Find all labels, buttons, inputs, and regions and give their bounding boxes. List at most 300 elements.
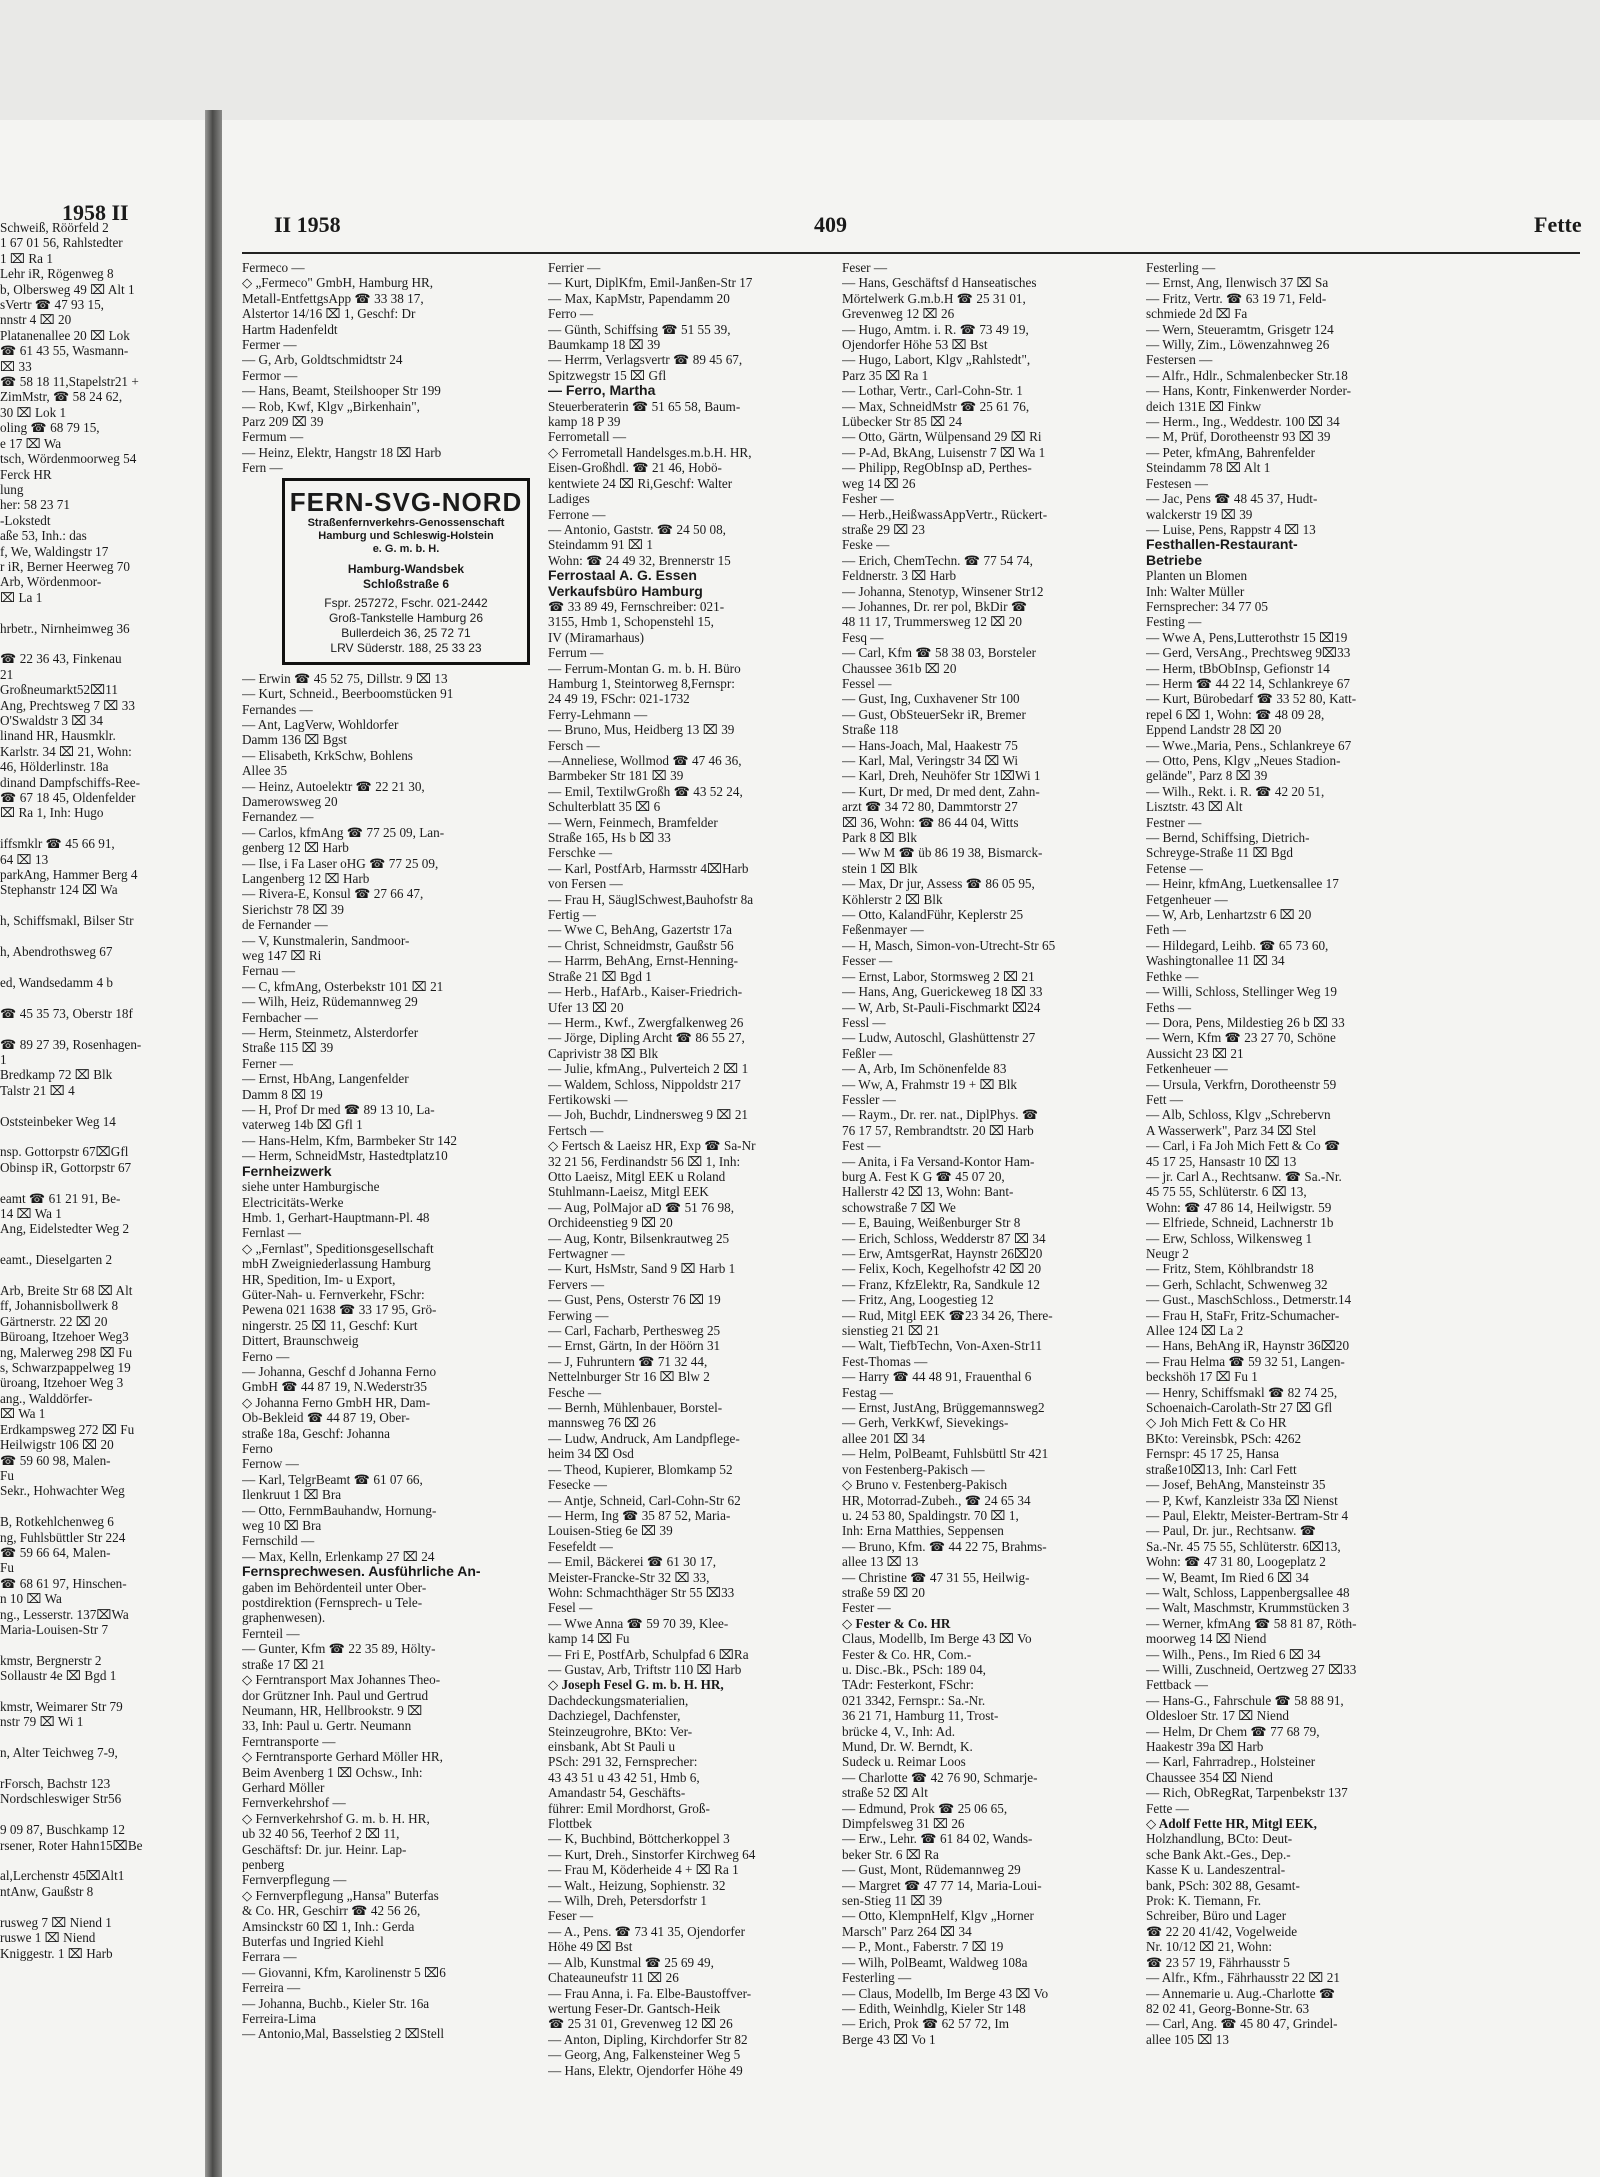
- directory-entry-line: GmbH ☎ 44 87 19, N.Wederstr35: [242, 1379, 427, 1395]
- directory-entry-line: ed, Wandsedamm 4 b: [0, 974, 113, 990]
- directory-entry-line: Ferrier —: [548, 260, 601, 275]
- directory-entry-line: Fettback —: [1146, 1677, 1208, 1693]
- directory-entry-line: 45 17 25, Hansastr 10 ⌧ 13: [1146, 1153, 1297, 1169]
- directory-entry-line: — Josef, BehAng, Mansteinstr 35: [1146, 1477, 1326, 1493]
- directory-entry-line: Fesq —: [842, 629, 884, 645]
- directory-entry-line: — A., Pens. ☎ 73 41 35, Ojendorfer: [548, 1923, 746, 1939]
- book-gutter: [205, 110, 222, 2177]
- directory-entry-line: Berge 43 ⌧ Vo 1: [842, 2031, 936, 2047]
- directory-entry-line: — Karl, Mal, Veringstr 34 ⌧ Wi: [842, 753, 1019, 768]
- directory-entry-line: Fernteil —: [242, 1625, 300, 1641]
- directory-entry-line: — Gerh, VerkKwf, Sievekings-: [842, 1415, 1009, 1431]
- directory-entry-line: schowstraße 7 ⌧ We: [842, 1199, 956, 1215]
- directory-entry-line: Damerowsweg 20: [242, 793, 338, 809]
- directory-entry-line: ruswe 1 ⌧ Niend: [0, 1930, 96, 1946]
- directory-entry-line: — Günth, Schiffsing ☎ 51 55 39,: [548, 321, 731, 337]
- directory-entry-line: ☎ 45 35 73, Oberstr 18f: [0, 1005, 133, 1021]
- directory-entry-line: Straße 118: [842, 722, 899, 738]
- directory-entry-line: ◇ „Fernlast", Speditionsgesellschaft: [242, 1240, 434, 1256]
- directory-entry-line: Straße 115 ⌧ 39: [242, 1040, 334, 1056]
- directory-entry-line: — Ernst, Gärtn, In der Höörn 31: [548, 1338, 721, 1354]
- directory-entry-line: — Hans, Beamt, Steilshooper Str 199: [242, 383, 441, 399]
- directory-entry-line: ◇ „Fermeco" GmbH, Hamburg HR,: [242, 275, 434, 291]
- directory-entry-line: — Herm., Kwf., Zwergfalkenweg 26: [548, 1014, 744, 1030]
- ad-place-2: Schloßstraße 6: [362, 576, 450, 591]
- directory-entry-line: nnstr 4 ⌧ 20: [0, 312, 72, 328]
- directory-entry-line: — Erw., Lehr. ☎ 61 84 02, Wands-: [842, 1831, 1033, 1847]
- directory-entry-line: Arb, Wördenmoor-: [0, 574, 102, 590]
- directory-entry-line: Arb, Breite Str 68 ⌧ Alt: [0, 1283, 133, 1299]
- directory-entry-line: Güter-Nah- u. Fernverkehr, FSchr:: [242, 1286, 425, 1302]
- directory-entry-line: — Theod, Kupierer, Blomkamp 52: [548, 1461, 733, 1477]
- directory-entry-line: n 10 ⌧ Wa: [0, 1591, 62, 1607]
- directory-entry-line: — Max, Kelln, Erlenkamp 27 ⌧ 24: [242, 1548, 435, 1564]
- ad-title: FERN-SVG-NORD: [289, 486, 523, 517]
- directory-entry-line: Fett —: [1146, 1091, 1183, 1107]
- directory-entry-line: — Max, KapMstr, Papendamm 20: [548, 290, 730, 306]
- column-3: [842, 260, 1132, 2165]
- directory-entry-line: — Rob, Kwf, Klgv „Birkenhain",: [242, 398, 420, 414]
- ad-contact-4: LRV Süderstr. 188, 25 33 23: [330, 640, 482, 655]
- directory-entry-line: — C, kfmAng, Osterbekstr 101 ⌧ 21: [242, 978, 444, 994]
- directory-entry-line: — Walt., Heizung, Sophienstr. 32: [548, 1877, 726, 1893]
- directory-entry-line: — jr. Carl A., Rechtsanw. ☎ Sa.-Nr.: [1146, 1168, 1342, 1184]
- directory-entry-line: al,Lerchenstr 45⌧Alt1: [0, 1868, 125, 1884]
- directory-entry-line: iffsmklr ☎ 45 66 91,: [0, 836, 115, 852]
- left-page-header: 1958 II: [62, 200, 129, 225]
- directory-entry-line: — Erw, AmtsgerRat, Haynstr 26⌧20: [842, 1246, 1043, 1261]
- directory-entry-line: ⌧ 36, Wohn: ☎ 86 44 04, Witts: [842, 814, 1019, 830]
- directory-entry-line: von Fersen —: [548, 876, 623, 892]
- directory-entry-line: — Fritz, Vertr. ☎ 63 19 71, Feld-: [1146, 290, 1327, 306]
- directory-entry-line: — Henry, Schiffsmakl ☎ 82 74 25,: [1146, 1384, 1338, 1400]
- directory-entry-line: — Kurt, Bürobedarf ☎ 33 52 80, Katt-: [1146, 691, 1357, 707]
- directory-entry-line: ☎ 89 27 39, Rosenhagen-: [0, 1036, 142, 1052]
- directory-entry-line: — Bernh, Mühlenbauer, Borstel-: [548, 1400, 723, 1416]
- directory-entry-line: ng., Lesserstr. 137⌧Wa: [0, 1606, 129, 1622]
- directory-entry-line: Stephanstr 124 ⌧ Wa: [0, 882, 118, 898]
- directory-entry-line: Festag —: [842, 1384, 893, 1400]
- directory-entry-line: Gärtnerstr. 22 ⌧ 20: [0, 1313, 108, 1329]
- directory-entry-line: graphenwesen).: [242, 1610, 326, 1626]
- directory-entry-line: — Wwe C, BehAng, Gazertstr 17a: [548, 922, 732, 938]
- directory-entry-line: Buterfas und Ingried Kiehl: [242, 1934, 384, 1949]
- directory-entry-line: — Otto, Gärtn, Wülpensand 29 ⌧ Ri: [842, 429, 1042, 445]
- directory-entry-line: — Wern, Steueramtm, Grisgetr 124: [1146, 321, 1334, 337]
- directory-entry-line: Wohn: ☎ 47 31 80, Loogeplatz 2: [1146, 1554, 1326, 1570]
- directory-entry-line: vaterweg 14b ⌧ Gfl 1: [242, 1117, 363, 1133]
- directory-entry-line: [0, 1684, 200, 1699]
- page-number: 409: [814, 212, 847, 237]
- directory-entry-line: 1: [0, 1051, 7, 1067]
- directory-entry-line: Feßenmayer —: [842, 922, 924, 938]
- directory-entry-line: Ferro —: [548, 306, 594, 322]
- directory-entry-line: sienstieg 21 ⌧ 21: [842, 1323, 940, 1339]
- directory-entry-line: 46, Hölderlinstr. 18a: [0, 759, 109, 775]
- directory-entry-line: wertung Feser-Dr. Gantsch-Heik: [548, 2000, 721, 2016]
- directory-entry-line: 64 ⌧ 13: [0, 851, 49, 867]
- directory-entry-line: — Rivera-E, Konsul ☎ 27 66 47,: [242, 886, 424, 902]
- directory-entry-line: weg 147 ⌧ Ri: [242, 948, 322, 963]
- directory-entry-line: Steuerberaterin ☎ 51 65 58, Baum-: [548, 398, 741, 414]
- directory-entry-line: Ojendorfer Höhe 53 ⌧ Bst: [842, 337, 988, 353]
- directory-entry-line: Langenberg 12 ⌧ Harb: [242, 870, 370, 886]
- directory-entry-line: — Raym., Dr. rer. nat., DiplPhys. ☎: [842, 1107, 1039, 1123]
- directory-entry-line: — Gust., MaschSchloss., Detmerstr.14: [1146, 1292, 1352, 1308]
- directory-entry-line: — Erw, Schloss, Wilkensweg 1: [1146, 1230, 1313, 1246]
- directory-entry-line: — Karl, TelgrBeamt ☎ 61 07 66,: [242, 1471, 423, 1487]
- directory-entry-line: kamp 14 ⌧ Fu: [548, 1631, 630, 1647]
- directory-entry-line: brücke 4, V., Inh: Ad.: [842, 1723, 956, 1739]
- directory-entry-line: [0, 990, 200, 1005]
- directory-entry-line: ☎ 67 18 45, Oldenfelder: [0, 790, 136, 806]
- directory-entry-line: Fessler —: [842, 1091, 896, 1107]
- directory-entry-line: — K, Buchbind, Böttcherkoppel 3: [548, 1831, 730, 1847]
- directory-entry-line: — Hans, Ang, Guerickeweg 18 ⌧ 33: [842, 984, 1043, 1000]
- directory-entry-line: — Herm, Ing ☎ 35 87 52, Maria-: [548, 1507, 731, 1523]
- directory-entry-line: — Otto, KalandFühr, Keplerstr 25: [842, 907, 1024, 923]
- directory-entry-line: Allee 124 ⌧ La 2: [1146, 1323, 1244, 1339]
- directory-entry-line: ◇ Adolf Fette HR, Mitgl EEK,: [1146, 1816, 1317, 1832]
- directory-entry-line: — W, Beamt, Im Ried 6 ⌧ 34: [1146, 1569, 1309, 1585]
- directory-entry-line: Hmb. 1, Gerhart-Hauptmann-Pl. 48: [242, 1209, 430, 1225]
- directory-entry-line: Platanenallee 20 ⌧ Lok: [0, 327, 130, 343]
- directory-entry-line: — Karl, Fahrradrep., Holsteiner: [1146, 1754, 1316, 1770]
- directory-entry-line: [0, 1021, 200, 1036]
- directory-entry-line: Fester —: [842, 1600, 891, 1616]
- directory-entry-line: Washingtonallee 11 ⌧ 34: [1146, 953, 1285, 969]
- directory-entry-line: Otto Laeisz, Mitgl EEK u Roland: [548, 1168, 726, 1184]
- directory-entry-line: — W, Arb, Lenhartzstr 6 ⌧ 20: [1146, 907, 1312, 923]
- directory-entry-line: Ferschke —: [548, 845, 613, 861]
- directory-entry-line: Kasse K u. Landeszentral-: [1146, 1862, 1286, 1878]
- directory-entry-line: — Margret ☎ 47 77 14, Maria-Loui-: [842, 1877, 1042, 1893]
- directory-entry-line: Dittert, Braunschweig: [242, 1333, 359, 1349]
- directory-entry-line: Wohn: Schmachthäger Str 55 ⌧33: [548, 1584, 735, 1600]
- directory-entry-line: allee 201 ⌧ 34: [842, 1430, 925, 1446]
- directory-entry-line: Fersch —: [548, 737, 600, 753]
- directory-entry-line: Chaussee 361b ⌧ 20: [842, 660, 957, 676]
- column-1: [242, 260, 534, 2165]
- directory-entry-line: s, Schwarzpappelweg 19: [0, 1360, 131, 1376]
- directory-entry-line: — Kurt, HsMstr, Sand 9 ⌧ Harb 1: [548, 1261, 736, 1277]
- directory-entry-line: ◇ Joh Mich Fett & Co HR: [1146, 1415, 1287, 1431]
- directory-entry-line: penberg: [242, 1856, 285, 1872]
- directory-entry-line: ◇ Fester & Co. HR: [842, 1615, 951, 1631]
- directory-entry-line: Betriebe: [1146, 552, 1203, 568]
- directory-entry-line: Louisen-Stieg 6e ⌧ 39: [548, 1523, 673, 1539]
- directory-entry-line: straße 17 ⌧ 21: [242, 1656, 325, 1672]
- directory-entry-line: Fernverkehrshof —: [242, 1795, 346, 1811]
- directory-entry-line: — Herm, tBbObInsp, Gefionstr 14: [1146, 660, 1330, 676]
- directory-entry-line: stein 1 ⌧ Blk: [842, 860, 918, 876]
- directory-entry-line: -Lokstedt: [0, 512, 51, 528]
- directory-entry-line: ng, Fuhlsbüttler Str 224: [0, 1529, 126, 1545]
- directory-entry-line: Hallerstr 42 ⌧ 13, Wohn: Bant-: [842, 1184, 1014, 1200]
- directory-entry-line: straße 29 ⌧ 23: [842, 521, 925, 537]
- directory-entry-line: Beim Avenberg 1 ⌧ Ochsw., Inh:: [242, 1764, 423, 1780]
- directory-entry-line: Sekr., Hohwachter Weg: [0, 1483, 125, 1499]
- directory-entry-line: — Gust, ObSteuerSekr iR, Bremer: [842, 706, 1026, 722]
- directory-entry-line: Ferwing —: [548, 1307, 609, 1323]
- ad-subtitle-2: Hamburg und Schleswig-Holstein: [318, 529, 494, 542]
- directory-entry-line: Nordschleswiger Str56: [0, 1791, 122, 1807]
- directory-entry-line: [0, 1637, 200, 1652]
- directory-entry-line: Sierichstr 78 ⌧ 39: [242, 901, 345, 917]
- directory-entry-line: ff, Johannisbollwerk 8: [0, 1298, 119, 1314]
- directory-entry-line: einsbank, Abt St Pauli u: [548, 1739, 676, 1754]
- directory-entry-line: 3155, Hmb 1, Schopenstehl 15,: [548, 614, 714, 630]
- directory-entry-line: — Charlotte ☎ 42 76 90, Schmarje-: [842, 1769, 1038, 1785]
- directory-entry-line: schmiede 2d ⌧ Fa: [1146, 306, 1248, 322]
- directory-entry-line: 1 67 01 56, Rahlstedter: [0, 235, 123, 251]
- directory-entry-line: — Erich, ChemTechn. ☎ 77 54 74,: [842, 552, 1033, 568]
- directory-entry-line: Eppend Landstr 28 ⌧ 20: [1146, 722, 1282, 738]
- directory-entry-line: Ferreira —: [242, 1980, 301, 1996]
- directory-entry-line: — Gust, Ing, Cuxhavener Str 100: [842, 691, 1020, 707]
- directory-entry-line: sen-Stieg 11 ⌧ 39: [842, 1893, 943, 1909]
- directory-entry-line: Parz 35 ⌧ Ra 1: [842, 367, 929, 383]
- directory-entry-line: Chateauneufstr 11 ⌧ 26: [548, 1970, 679, 1986]
- directory-entry-line: — Rud, Mitgl EEK ☎23 34 26, There-: [842, 1307, 1053, 1323]
- directory-entry-line: — Gerd, VersAng., Prechtsweg 9⌧33: [1146, 645, 1351, 661]
- directory-entry-line: beckshöh 17 ⌧ Fu 1: [1146, 1369, 1258, 1385]
- directory-entry-line: — Frau Helma ☎ 59 32 51, Langen-: [1146, 1353, 1345, 1369]
- directory-entry-line: — Alb, Schloss, Klgv „Schrebervn: [1146, 1107, 1331, 1123]
- directory-entry-line: Fernschild —: [242, 1533, 315, 1549]
- directory-entry-line: parkAng, Hammer Berg 4: [0, 867, 138, 883]
- directory-entry-line: Allee 35: [242, 763, 288, 779]
- directory-entry-line: Grevenweg 12 ⌧ 26: [842, 306, 955, 322]
- directory-entry-line: walckerstr 19 ⌧ 39: [1146, 506, 1253, 522]
- directory-entry-line: sche Bank Akt.-Ges., Dep.-: [1146, 1846, 1291, 1862]
- directory-entry-line: Fernlast —: [242, 1225, 301, 1241]
- directory-entry-line: ☎ 22 20 41/42, Vogelweide: [1146, 1923, 1298, 1939]
- directory-entry-line: ◇ Joseph Fesel G. m. b. H. HR,: [548, 1677, 724, 1693]
- directory-entry-line: Fertwagner —: [548, 1246, 625, 1261]
- directory-entry-line: Höhe 49 ⌧ Bst: [548, 1939, 633, 1955]
- directory-entry-line: e 17 ⌧ Wa: [0, 435, 62, 451]
- directory-entry-line: tsch, Wördenmoorweg 54: [0, 451, 137, 467]
- directory-entry-line: — V, Kunstmalerin, Sandmoor-: [242, 932, 410, 948]
- directory-entry-line: Spitzwegstr 15 ⌧ Gfl: [548, 367, 667, 383]
- directory-entry-line: — Harrm, BehAng, Ernst-Henning-: [548, 953, 739, 969]
- directory-entry-line: — Ferro, Martha: [548, 383, 656, 399]
- directory-entry-line: Fernau —: [242, 963, 296, 979]
- directory-entry-line: ☎ 59 66 64, Malen-: [0, 1544, 111, 1560]
- directory-entry-line: eamt., Dieselgarten 2: [0, 1252, 113, 1268]
- directory-entry-line: — Ernst, HbAng, Langenfelder: [242, 1071, 409, 1087]
- directory-entry-line: Schreyge-Straße 11 ⌧ Bgd: [1146, 845, 1293, 861]
- directory-entry-line: — Fritz, Ang, Loogestieg 12: [842, 1292, 994, 1308]
- directory-entry-line: eamt ☎ 61 21 91, Be-: [0, 1190, 121, 1206]
- directory-entry-line: Feßler —: [842, 1045, 893, 1061]
- directory-entry-line: — H, Prof Dr med ☎ 89 13 10, La-: [242, 1102, 435, 1118]
- directory-entry-line: Straße 165, Hs b ⌧ 33: [548, 830, 671, 846]
- directory-entry-line: ng, Malerweg 298 ⌧ Fu: [0, 1344, 133, 1360]
- directory-entry-line: — M, Prüf, Dorotheenstr 93 ⌧ 39: [1146, 429, 1331, 445]
- directory-entry-line: ntAnw, Gaußstr 8: [0, 1883, 94, 1899]
- directory-entry-line: her: 58 23 71: [0, 497, 70, 513]
- directory-entry-line: [0, 636, 200, 651]
- directory-entry-line: 36 21 71, Hamburg 11, Trost-: [842, 1708, 999, 1724]
- directory-entry-line: — Georg, Ang, Falkensteiner Weg 5: [548, 2047, 741, 2063]
- directory-entry-line: — Giovanni, Kfm, Karolinenstr 5 ⌧6: [242, 1964, 446, 1980]
- directory-entry-line: linand HR, Hausmklr.: [0, 728, 116, 744]
- ad-place-1: Hamburg-Wandsbek: [347, 561, 465, 576]
- directory-entry-line: ☎ 25 31 01, Grevenweg 12 ⌧ 26: [548, 2016, 733, 2032]
- right-page: [222, 120, 1600, 2177]
- directory-entry-line: Ferno —: [242, 1348, 290, 1364]
- directory-entry-line: — Werner, kfmAng ☎ 58 81 87, Röth-: [1146, 1615, 1357, 1631]
- directory-entry-line: [0, 1129, 200, 1144]
- directory-entry-line: Ufer 13 ⌧ 20: [548, 999, 624, 1015]
- directory-entry-line: 45 75 55, Schlüterstr. 6 ⌧ 13,: [1146, 1184, 1307, 1200]
- directory-entry-line: — Herm, Steinmetz, Alsterdorfer: [242, 1025, 419, 1041]
- directory-entry-line: Electricitäts-Werke: [242, 1194, 344, 1210]
- directory-entry-line: — Wilh., Pens., Im Ried 6 ⌧ 34: [1146, 1646, 1321, 1662]
- directory-entry-line: Fermum —: [242, 429, 304, 445]
- directory-entry-line: gaben im Behördenteil unter Ober-: [242, 1579, 427, 1595]
- directory-entry-line: ⌧ Ra 1, Inh: Hugo: [0, 805, 104, 821]
- directory-entry-line: Metall-EntfettgsApp ☎ 33 38 17,: [242, 290, 424, 306]
- directory-entry-line: nsp. Gottorpstr 67⌧Gfl: [0, 1144, 129, 1160]
- directory-entry-line: —Anneliese, Wollmod ☎ 47 46 36,: [548, 753, 742, 768]
- directory-entry-line: Hamburg 1, Steintorweg 8,Fernspr:: [548, 675, 735, 691]
- directory-entry-line: [0, 898, 200, 913]
- directory-entry-line: straße 18a, Geschf: Johanna: [242, 1425, 390, 1441]
- directory-entry-line: — P., Mont., Faberstr. 7 ⌧ 19: [842, 1939, 1004, 1955]
- directory-entry-line: ningerstr. 25 ⌧ 11, Geschf: Kurt: [242, 1317, 418, 1333]
- directory-entry-line: ◇ Johanna Ferno GmbH HR, Dam-: [242, 1394, 431, 1410]
- directory-entry-line: — Paul, Dr. jur., Rechtsanw. ☎: [1146, 1523, 1317, 1539]
- directory-entry-line: Haakestr 39a ⌧ Harb: [1146, 1739, 1264, 1754]
- directory-entry-line: kamp 18 P 39: [548, 414, 621, 430]
- directory-entry-line: BKto: Vereinsbk, PSch: 4262: [1146, 1430, 1302, 1446]
- directory-entry-line: — Erich, Prok ☎ 62 57 72, Im: [842, 2016, 1009, 2032]
- directory-entry-line: 021 3342, Fernspr.: Sa.-Nr.: [842, 1692, 986, 1708]
- directory-entry-line: — Bruno, Mus, Heidberg 13 ⌧ 39: [548, 722, 735, 738]
- directory-entry-line: Amsinckstr 60 ⌧ 1, Inh.: Gerda: [242, 1918, 415, 1934]
- directory-entry-line: Großneumarkt52⌧11: [0, 682, 118, 698]
- directory-entry-line: — Willi, Schloss, Stellinger Weg 19: [1146, 984, 1337, 1000]
- directory-entry-line: — Carl, i Fa Joh Mich Fett & Co ☎: [1146, 1138, 1341, 1154]
- directory-entry-line: [0, 960, 200, 975]
- directory-entry-line: Straße 21 ⌧ Bgd 1: [548, 968, 652, 984]
- directory-entry-line: üroang, Itzehoer Weg 3: [0, 1375, 124, 1391]
- directory-entry-line: Fessel —: [842, 675, 892, 691]
- directory-entry-line: Festhallen-Restaurant-: [1146, 537, 1298, 553]
- directory-entry-line: — Wilh, Heiz, Rüdemannweg 29: [242, 994, 418, 1010]
- directory-entry-line: Ferrone —: [548, 506, 606, 522]
- directory-entry-line: u. Disc.-Bk., PSch: 189 04,: [842, 1661, 986, 1677]
- directory-entry-line: ☎ 59 60 98, Malen-: [0, 1452, 111, 1468]
- directory-entry-line: Oldesloer Str. 17 ⌧ Niend: [1146, 1708, 1290, 1724]
- directory-entry-line: Nettelnburger Str 16 ⌧ Blw 2: [548, 1369, 710, 1385]
- directory-entry-line: Fernverpflegung —: [242, 1872, 347, 1888]
- directory-entry-line: O'Swaldstr 3 ⌧ 34: [0, 713, 103, 728]
- directory-entry-line: mannsweg 76 ⌧ 26: [548, 1415, 656, 1431]
- directory-entry-line: — Johanna, Stenotyp, Winsener Str12: [842, 583, 1044, 599]
- directory-entry-line: ☎ 22 36 43, Finkenau: [0, 651, 122, 667]
- directory-entry-line: Mund, Dr. W. Berndt, K.: [842, 1739, 973, 1754]
- directory-entry-line: repel 6 ⌧ 1, Wohn: ☎ 48 09 28,: [1146, 706, 1325, 722]
- directory-entry-line: HR, Motorrad-Zubeh., ☎ 24 65 34: [842, 1492, 1031, 1508]
- directory-entry-line: ◇ Fertsch & Laeisz HR, Exp ☎ Sa-Nr: [548, 1138, 756, 1154]
- directory-entry-line: — Hans, Kontr, Finkenwerder Norder-: [1146, 383, 1352, 399]
- directory-entry-line: — J, Fuhruntern ☎ 71 32 44,: [548, 1353, 708, 1369]
- directory-entry-line: Schoenaich-Carolath-Str 27 ⌧ Gfl: [1146, 1400, 1333, 1416]
- directory-entry-line: kmstr, Bergnerstr 2: [0, 1652, 102, 1668]
- directory-entry-line: — Wwe Anna ☎ 59 70 39, Klee-: [548, 1615, 729, 1631]
- directory-entry-line: h, Abendrothsweg 67: [0, 944, 113, 960]
- directory-entry-line: — Paul, Elektr, Meister-Bertram-Str 4: [1146, 1507, 1349, 1523]
- directory-entry-line: — Frau H, StaFr, Fritz-Schumacher-: [1146, 1307, 1340, 1323]
- directory-entry-line: Claus, Modellb, Im Berge 43 ⌧ Vo: [842, 1631, 1032, 1647]
- directory-entry-line: rsener, Roter Hahn15⌧Be: [0, 1837, 143, 1853]
- directory-entry-line: — Aug, Kontr, Bilsenkrautweg 25: [548, 1230, 730, 1246]
- directory-entry-line: Fervers —: [548, 1276, 605, 1292]
- directory-entry-line: — Ilse, i Fa Laser oHG ☎ 77 25 09,: [242, 855, 439, 871]
- directory-entry-line: dinand Dampfschiffs-Ree-: [0, 774, 141, 790]
- directory-entry-line: Fernandez —: [242, 809, 314, 825]
- directory-entry-line: ☎ 61 43 55, Wasmann-: [0, 343, 129, 359]
- directory-entry-line: Fetkenheuer —: [1146, 1061, 1228, 1077]
- directory-entry-line: aße 53, Inh.: das: [0, 528, 87, 544]
- directory-entry-line: Fessl —: [842, 1014, 886, 1030]
- directory-entry-line: deich 131E ⌧ Finkw: [1146, 398, 1262, 414]
- directory-entry-line: 48 11 17, Trummersweg 12 ⌧ 20: [842, 614, 1022, 630]
- directory-entry-line: — Ursula, Verkfrn, Dorotheenstr 59: [1146, 1076, 1337, 1092]
- directory-entry-line: allee 13 ⌧ 13: [842, 1554, 919, 1570]
- directory-entry-line: — Fritz, Stem, Köhlbrandstr 18: [1146, 1261, 1314, 1277]
- directory-entry-line: — Jac, Pens ☎ 48 45 37, Hudt-: [1146, 491, 1318, 507]
- directory-entry-line: — Kurt, Schneid., Beerboomstücken 91: [242, 686, 454, 702]
- directory-entry-line: — A, Arb, Im Schönenfelde 83: [842, 1061, 1007, 1077]
- directory-entry-line: — Herm, SchneidMstr, Hastedtplatz10: [242, 1148, 448, 1164]
- directory-entry-line: — Ant, LagVerw, Wohldorfer: [242, 716, 399, 732]
- directory-entry-line: Feth —: [1146, 922, 1186, 938]
- directory-entry-line: moorweg 14 ⌧ Niend: [1146, 1631, 1267, 1647]
- directory-entry-line: — Carlos, kfmAng ☎ 77 25 09, Lan-: [242, 824, 445, 840]
- running-head-keyword: Fette: [1534, 212, 1582, 237]
- directory-entry-line: — Emil, Bäckerei ☎ 61 30 17,: [548, 1554, 717, 1570]
- directory-entry-line: — Heinr, kfmAng, Luetkensallee 17: [1146, 876, 1339, 892]
- directory-entry-line: — Helm, Dr Chem ☎ 77 68 79,: [1146, 1723, 1320, 1739]
- directory-entry-line: 33, Inh: Paul u. Gertr. Neumann: [242, 1718, 412, 1734]
- directory-entry-line: Mörtelwerk G.m.b.H ☎ 25 31 01,: [842, 290, 1026, 306]
- directory-entry-line: f, We, Waldingstr 17: [0, 543, 109, 559]
- directory-entry-line: [0, 1237, 200, 1252]
- directory-entry-line: ☎ 68 61 97, Hinschen-: [0, 1575, 127, 1591]
- directory-entry-line: — Annemarie u. Aug.-Charlotte ☎: [1146, 1985, 1336, 2001]
- directory-entry-line: Fesel —: [548, 1600, 593, 1616]
- directory-entry-line: Inh: Erna Matthies, Seppensen: [842, 1523, 1004, 1539]
- directory-entry-line: — Hans-G., Fahrschule ☎ 58 88 91,: [1146, 1692, 1344, 1708]
- directory-entry-line: Ferntransporte —: [242, 1733, 336, 1749]
- directory-entry-line: — Herb.,HeißwassAppVertr., Rückert-: [842, 506, 1048, 522]
- directory-entry-line: Parz 209 ⌧ 39: [242, 414, 324, 430]
- directory-entry-line: 14 ⌧ Wa 1: [0, 1206, 62, 1221]
- directory-entry-line: bank, PSch: 302 88, Gesamt-: [1146, 1877, 1300, 1893]
- directory-entry-line: — Gunter, Kfm ☎ 22 35 89, Hölty-: [242, 1641, 436, 1657]
- directory-entry-line: B, Rotkehlchenweg 6: [0, 1514, 114, 1530]
- directory-entry-line: Ferrum —: [548, 645, 604, 661]
- directory-entry-line: — Wilh., Rekt. i. R. ☎ 42 20 51,: [1146, 783, 1325, 799]
- directory-entry-line: — Hugo, Labort, Klgv „Rahlstedt",: [842, 352, 1031, 368]
- directory-entry-line: — Hans, BehAng iR, Haynstr 36⌧20: [1146, 1338, 1350, 1354]
- directory-entry-line: Sudeck u. Reimar Loos: [842, 1754, 966, 1770]
